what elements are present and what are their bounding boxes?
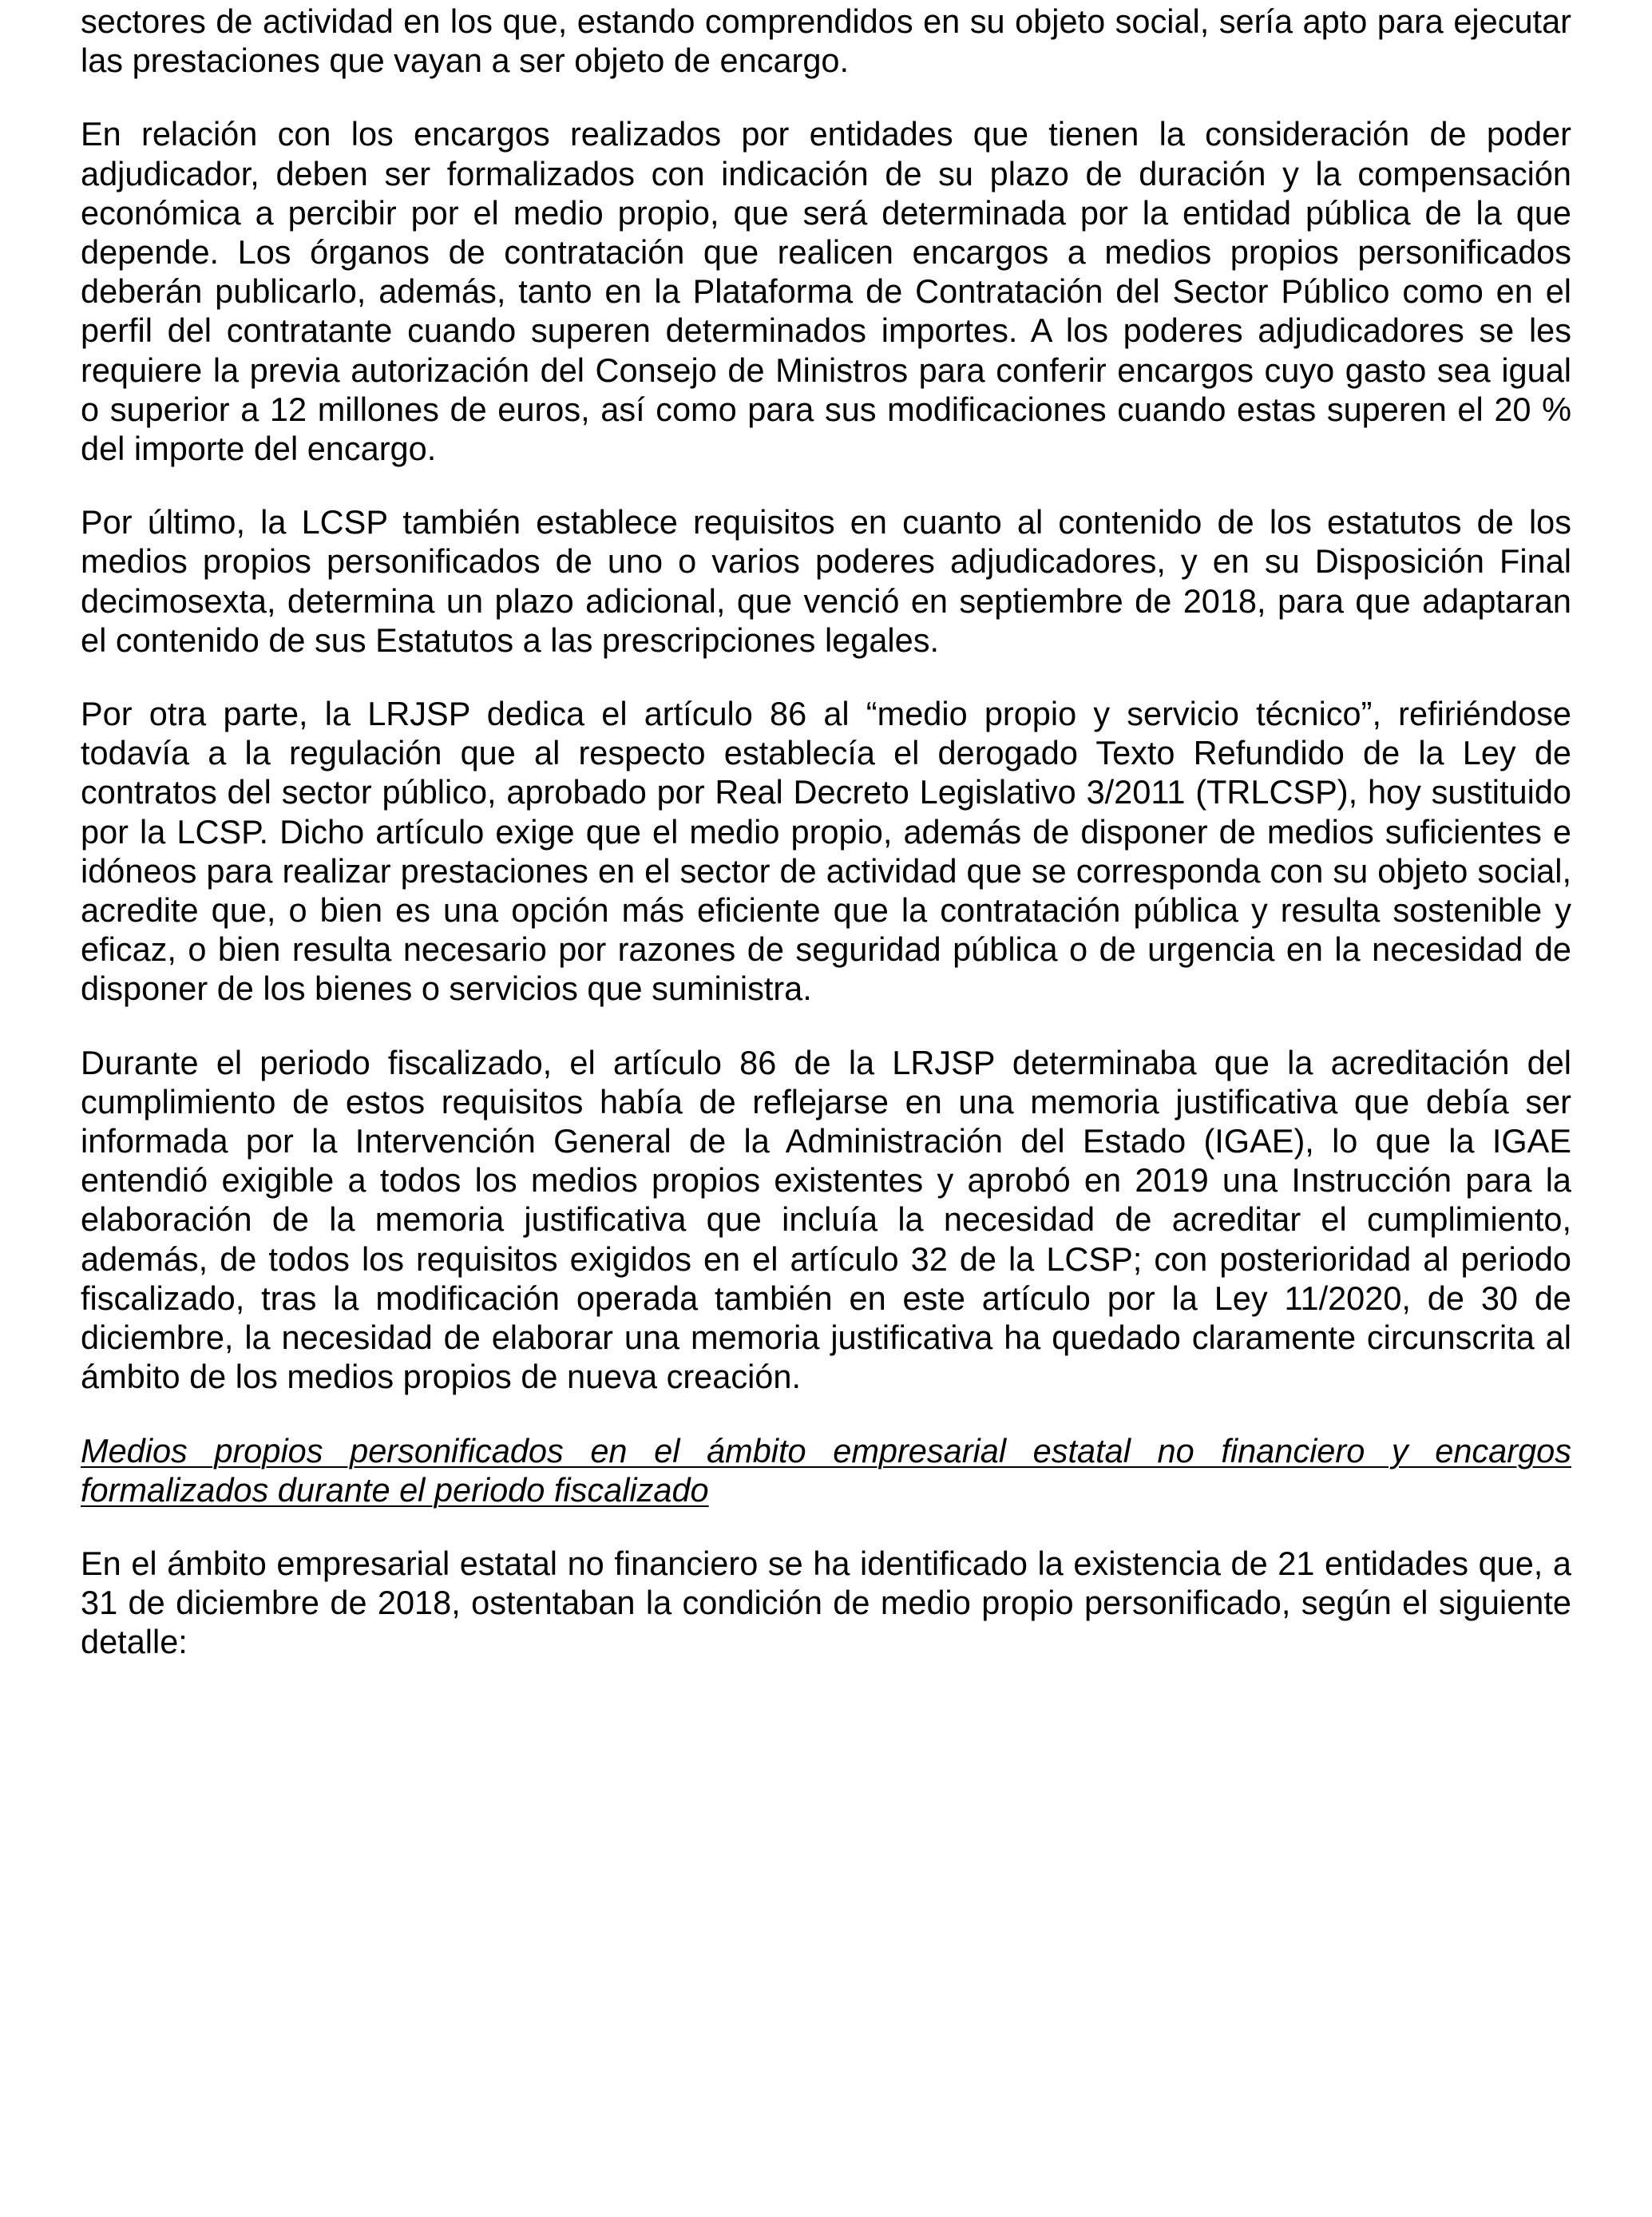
paragraph-lrjsp-article-86: Por otra parte, la LRJSP dedica el artículo 86 al “medio propio y servicio técnico”, refiriéndose todavía a la regulación que al respecto establecía el derogado Texto Refundido de la Ley de contratos del sector público, aprobado por Real Decreto Legislativo 3/2011 (TRLCSP), hoy sustituido por la LCSP. Dicho artículo exige que el medio propio, además de disponer de medios suficientes e idóneos para realizar prestaciones en el sector de actividad que se corresponda con su objeto social, acredite que, o bien es una opción más eficiente que la contratación pública y resulta sostenible y eficaz, o bien resulta necesario por razones de seguridad pública o de urgencia en la necesidad de disponer de los bienes o servicios que suministra. <box>81 695 1571 1008</box>
paragraph-commission-formalization: En relación con los encargos realizados por entidades que tienen la consideración de poder adjudicador, deben ser formalizados con indicación de su plazo de duración y la compensación económica a percibir por el medio propio, que será determinada por la entidad pública de la que depende. Los órganos de contratación que realicen encargos a medios propios personificados deberán publicarlo, además, tanto en la Plataforma de Contratación del Sector Público como en el perfil del contratante cuando superen determinados importes. A los poderes adjudicadores se les requiere la previa autorización del Consejo de Ministros para conferir encargos cuyo gasto sea igual o superior a 12 millones de euros, así como para sus modificaciones cuando estas superen el 20 % del importe del encargo. <box>81 115 1571 468</box>
section-heading: Medios propios personificados en el ámbito empresarial estatal no financiero y encargos formalizados durante el periodo fiscalizado <box>81 1431 1571 1509</box>
paragraph-object-sectors: sectores de actividad en los que, estando comprendidos en su objeto social, sería apto para ejecutar las prestaciones que vayan a ser objeto de encargo. <box>81 2 1571 80</box>
document-page <box>81 0 1571 1662</box>
paragraph-justification-report: Durante el periodo fiscalizado, el artículo 86 de la LRJSP determinaba que la acreditación del cumplimiento de estos requisitos había de reflejarse en una memoria justificativa que debía ser informada por la Intervención General de la Administración del Estado (IGAE), lo que la IGAE entendió exigible a todos los medios propios existentes y aprobó en 2019 una Instrucción para la elaboración de la memoria justificativa que incluía la necesidad de acreditar el cumplimiento, además, de todos los requisitos exigidos en el artículo 32 de la LCSP; con posterioridad al periodo fiscalizado, tras la modificación operada también en este artículo por la Ley 11/2020, de 30 de diciembre, la necesidad de elaborar una memoria justificativa ha quedado claramente circunscrita al ámbito de los medios propios de nueva creación. <box>81 1043 1571 1396</box>
paragraph-statutes-requirements: Por último, la LCSP también establece requisitos en cuanto al contenido de los estatutos de los medios propios personificados de uno o varios poderes adjudicadores, y en su Disposición Final decimosexta, determina un plazo adicional, que venció en septiembre de 2018, para que adaptaran el contenido de sus Estatutos a las prescripciones legales. <box>81 503 1571 659</box>
paragraph-entities-count: En el ámbito empresarial estatal no financiero se ha identificado la existencia de 21 entidades que, a 31 de diciembre de 2018, ostentaban la condición de medio propio personificado, según el siguiente detalle: <box>81 1544 1571 1661</box>
